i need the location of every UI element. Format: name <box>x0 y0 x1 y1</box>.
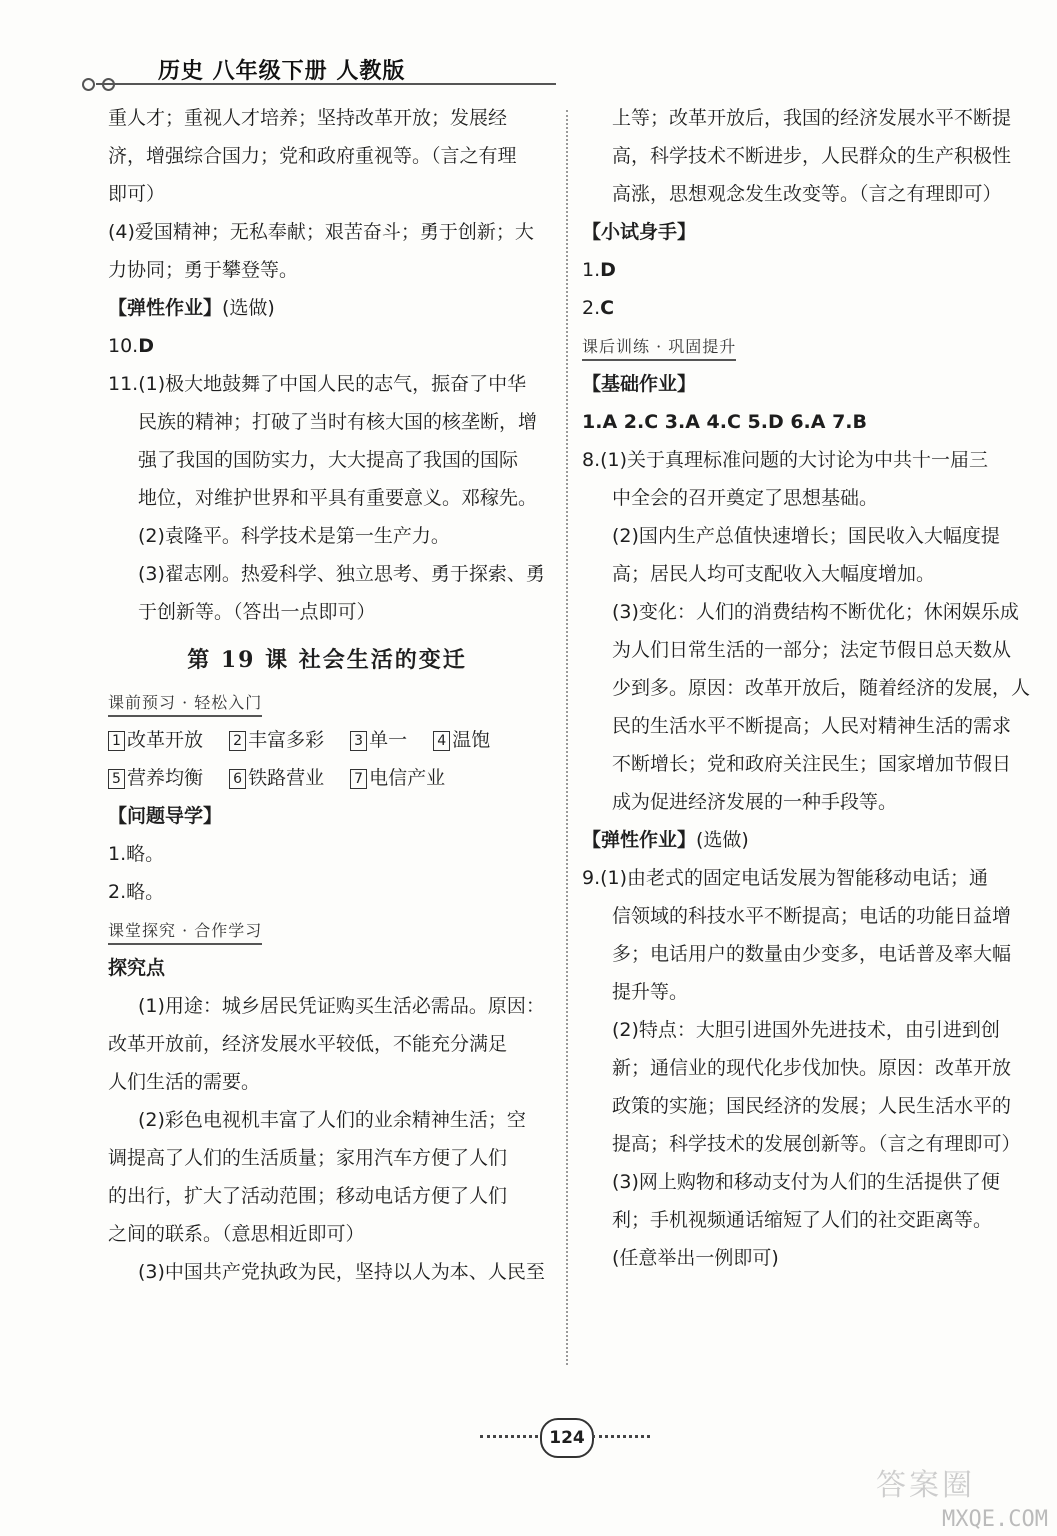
answer-choice: D <box>600 259 616 281</box>
answer-line: 调提高了人们的生活质量；家用汽车方便了人们 <box>108 1147 508 1169</box>
question-number: 2. <box>582 297 601 319</box>
heading-note: (选做) <box>222 297 275 319</box>
answer-line: 2.略。 <box>108 881 165 903</box>
heading-label: 【弹性作业】 <box>582 829 697 851</box>
answer-line: 人们生活的需要。 <box>108 1071 261 1093</box>
answer-line <box>582 252 1024 290</box>
box-number: 6 <box>229 769 246 789</box>
answer-choice: D <box>138 335 154 357</box>
answer-line: 力协同；勇于攀登等。 <box>108 259 299 281</box>
answer-line: 的出行，扩大了活动范围；移动电话方便了人们 <box>108 1185 508 1207</box>
section-heading-trial: 【小试身手】 <box>582 221 697 243</box>
left-column <box>108 100 546 1292</box>
answer-choice: C <box>600 297 615 319</box>
answer-line <box>582 290 1024 328</box>
footer-dots <box>480 1435 538 1438</box>
page-header <box>82 48 482 94</box>
heading-note: (选做) <box>696 829 749 851</box>
answer-line: 11.(1)极大地鼓舞了中国人民的志气，振奋了中华 <box>108 373 527 395</box>
keyword-item: 3 单一 <box>350 729 407 751</box>
box-number: 5 <box>108 769 125 789</box>
heading-label: 【弹性作业】 <box>108 297 223 319</box>
section-banner-classroom: 课堂探究 · 合作学习 <box>108 919 262 945</box>
column-divider <box>566 110 568 1365</box>
answer-line: 成为促进经济发展的一种手段等。 <box>612 791 898 813</box>
watermark <box>868 1460 1057 1536</box>
answer-line: 地位，对维护世界和平具有重要意义。邓稼先。 <box>138 487 538 509</box>
answer-line: 即可） <box>108 183 166 205</box>
right-column <box>582 100 1031 1278</box>
answer-line: 高，科学技术不断进步，人民群众的生产积极性 <box>612 145 1012 167</box>
page-footer <box>480 1418 650 1458</box>
box-number: 2 <box>229 731 246 751</box>
answer-line: 中全会的召开奠定了思想基础。 <box>612 487 879 509</box>
answer-line: 8.(1)关于真理标准问题的大讨论为中共十一届三 <box>582 449 989 471</box>
watermark-url: MXQE.COM <box>942 1507 1048 1532</box>
answer-line: (3)网上购物和移动支付为人们的生活提供了便 <box>612 1171 1000 1193</box>
answer-line: 1.A 2.C 3.A 4.C 5.D 6.A 7.B <box>582 411 868 433</box>
answer-line: 高；居民人均可支配收入大幅度增加。 <box>612 563 936 585</box>
keyword-item: 1 改革开放 <box>108 729 203 751</box>
watermark-logo: 答案圈 <box>876 1468 975 1503</box>
answer-line: 济，增强综合国力；党和政府重视等。（言之有理 <box>108 145 517 167</box>
answer-line: 信领域的科技水平不断提高；电话的功能日益增 <box>612 905 1012 927</box>
answer-line: (2)特点：大胆引进国外先进技术，由引进到创 <box>612 1019 1000 1041</box>
section-heading-elastic <box>582 822 1024 860</box>
answer-line: 之间的联系。（意思相近即可） <box>108 1223 365 1245</box>
answer-line: 利；手机视频通话缩短了人们的社交距离等。 <box>612 1209 993 1231</box>
box-number: 3 <box>350 731 367 751</box>
lesson-title: 第 19 课 社会生活的变迁 <box>187 647 467 673</box>
answer-line: (2)彩色电视机丰富了人们的业余精神生活；空 <box>138 1109 526 1131</box>
box-number: 4 <box>433 731 450 751</box>
answer-line: (1)用途：城乡居民凭证购买生活必需品。原因： <box>138 995 545 1017</box>
answer-line: 民的生活水平不断提高；人民对精神生活的需求 <box>612 715 1012 737</box>
inquiry-heading: 探究点 <box>108 957 166 979</box>
section-banner-preview: 课前预习 · 轻松入门 <box>108 691 262 717</box>
answer-line: 多；电话用户的数量由少变多，电话普及率大幅 <box>612 943 1012 965</box>
answer-line: 为人们日常生活的一部分；法定节假日总天数从 <box>612 639 1012 661</box>
section-heading-basic: 【基础作业】 <box>582 373 697 395</box>
answer-line: 1.略。 <box>108 843 165 865</box>
keyword-item: 4 温饱 <box>433 729 490 751</box>
keyword-item: 6 铁路营业 <box>229 767 324 789</box>
answer-line: (3)中国共产党执政为民，坚持以人为本、人民至 <box>138 1261 545 1283</box>
question-number: 10. <box>108 335 139 357</box>
keyword-row <box>108 722 546 760</box>
answer-line: 少到多。原因：改革开放后，随着经济的发展，人 <box>612 677 1031 699</box>
section-banner-after-class: 课后训练 · 巩固提升 <box>582 335 736 361</box>
keyword-row <box>108 760 546 798</box>
footer-dots <box>592 1435 650 1438</box>
answer-line: 不断增长；党和政府关注民生；国家增加节假日 <box>612 753 1012 775</box>
box-number: 7 <box>350 769 367 789</box>
answer-line: 重人才；重视人才培养；坚持改革开放；发展经 <box>108 107 508 129</box>
answer-line: (4)爱国精神；无私奉献；艰苦奋斗；勇于创新；大 <box>108 221 534 243</box>
book-title: 历史 八年级下册 人教版 <box>158 59 406 84</box>
answer-line: (3)翟志刚。热爱科学、独立思考、勇于探索、勇 <box>138 563 545 585</box>
answer-line: 上等；改革开放后，我国的经济发展水平不断提 <box>612 107 1012 129</box>
answer-line: 民族的精神；打破了当时有核大国的核垄断，增 <box>138 411 538 433</box>
answer-line: 提升等。 <box>612 981 689 1003</box>
answer-line: 9.(1)由老式的固定电话发展为智能移动电话；通 <box>582 867 989 889</box>
answer-line: (2)国内生产总值快速增长；国民收入大幅度提 <box>612 525 1000 547</box>
keyword-item: 2 丰富多彩 <box>229 729 324 751</box>
answer-line: (2)袁隆平。科学技术是第一生产力。 <box>138 525 450 547</box>
answer-line: (任意举出一例即可) <box>612 1247 779 1269</box>
page-number: 124 <box>540 1418 594 1458</box>
answer-line: 于创新等。（答出一点即可） <box>138 601 376 623</box>
answer-line: (3)变化：人们的消费结构不断优化；休闲娱乐成 <box>612 601 1019 623</box>
answer-line: 提高；科学技术的发展创新等。（言之有理即可） <box>612 1133 1021 1155</box>
question-number: 1. <box>582 259 601 281</box>
keyword-item: 7 电信产业 <box>350 767 445 789</box>
answer-line <box>108 328 546 366</box>
answer-line: 高涨，思想观念发生改变等。（言之有理即可） <box>612 183 1002 205</box>
section-heading-questions: 【问题导学】 <box>108 805 223 827</box>
section-heading-elastic <box>108 290 546 328</box>
keyword-item: 5 营养均衡 <box>108 767 203 789</box>
header-ornament-dot <box>82 78 95 91</box>
answer-line: 强了我国的国防实力，大大提高了我国的国际 <box>138 449 519 471</box>
answer-line: 新；通信业的现代化步伐加快。原因：改革开放 <box>612 1057 1012 1079</box>
answer-line: 改革开放前，经济发展水平较低，不能充分满足 <box>108 1033 508 1055</box>
box-number: 1 <box>108 731 125 751</box>
answer-line: 政策的实施；国民经济的发展；人民生活水平的 <box>612 1095 1012 1117</box>
